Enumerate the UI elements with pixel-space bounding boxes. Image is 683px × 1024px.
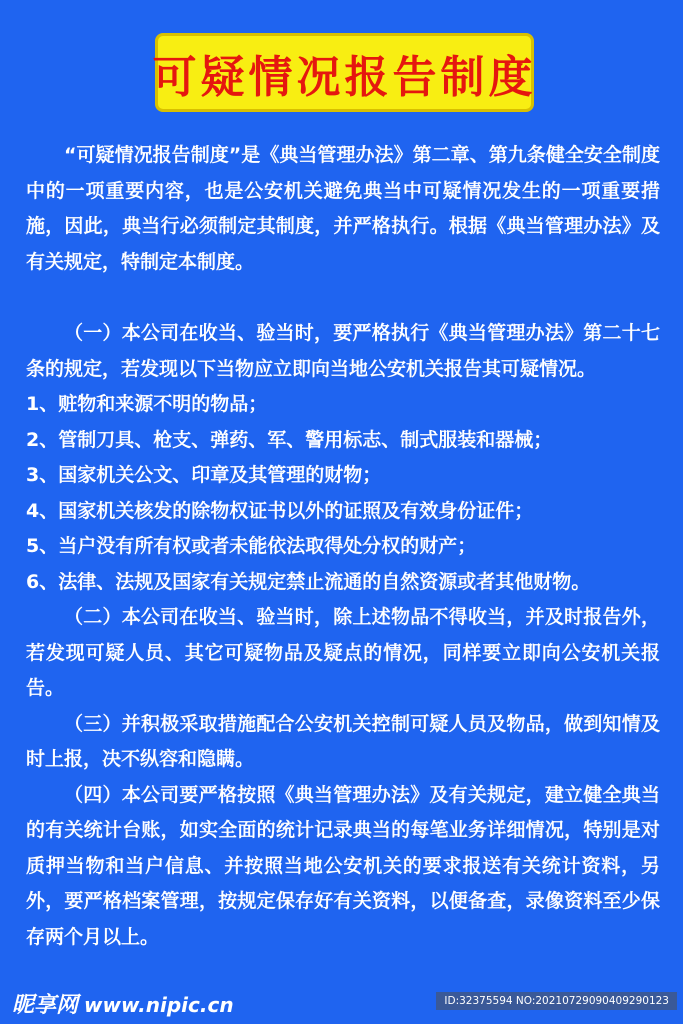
list-item: 1、赃物和来源不明的物品； xyxy=(26,393,268,415)
document-body xyxy=(26,138,660,955)
list-item: 4、国家机关核发的除物权证书以外的证照及有效身份证件； xyxy=(26,499,534,522)
paragraph-spacer xyxy=(26,280,660,316)
watermark-url: www.nipic.cn xyxy=(84,993,234,1017)
watermark-logo xyxy=(12,988,234,1019)
section-three-paragraph: （三）并积极采取措施配合公安机关控制可疑人员及物品，做到知情及时上报，决不纵容和隐瞒。 xyxy=(26,712,660,770)
title-banner xyxy=(152,33,537,112)
list-item: 3、国家机关公文、印章及其管理的财物； xyxy=(26,464,382,486)
list-item: 2、管制刀具、枪支、弹药、军、警用标志、制式服装和器械； xyxy=(26,428,553,451)
section-four-paragraph: （四）本公司要严格按照《典当管理办法》及有关规定，建立健全典当的有关统计台账，如实全面的统计记录典当的每笔业务详细情况，特别是对质押当物和当户信息、并按照当地公安机关的要求报送有关统计资料，另外，要严格档案管理，按规定保存好有关资料，以便备查，录像资料至少保存两个月以上。 xyxy=(26,783,660,948)
list-item: 5、当户没有所有权或者未能依法取得处分权的财产； xyxy=(26,535,477,557)
section-two-paragraph: （二）本公司在收当、验当时，除上述物品不得收当，并及时报告外，若发现可疑人员、其它可疑物品及疑点的情况，同样要立即向公安机关报告。 xyxy=(26,606,660,699)
image-id-label: ID:32375594 NO:20210729090409290123 xyxy=(436,992,677,1010)
page-title: 可疑情况报告制度 xyxy=(152,51,537,103)
watermark-brand: 昵享网 xyxy=(12,993,79,1018)
intro-paragraph: “可疑情况报告制度”是《典当管理办法》第二章、第九条健全安全制度中的一项重要内容，也是公安机关避免典当中可疑情况发生的一项重要措施，因此，典当行必须制定其制度，并严格执行。根据《典当管理办法》及有关规定，特制定本制度。 xyxy=(26,144,660,273)
list-item: 6、法律、法规及国家有关规定禁止流通的自然资源或者其他财物。 xyxy=(26,570,591,593)
prohibited-items-list xyxy=(26,387,660,600)
section-one-paragraph: （一）本公司在收当、验当时，要严格执行《典当管理办法》第二十七条的规定，若发现以下当物应立即向当地公安机关报告其可疑情况。 xyxy=(26,322,660,380)
